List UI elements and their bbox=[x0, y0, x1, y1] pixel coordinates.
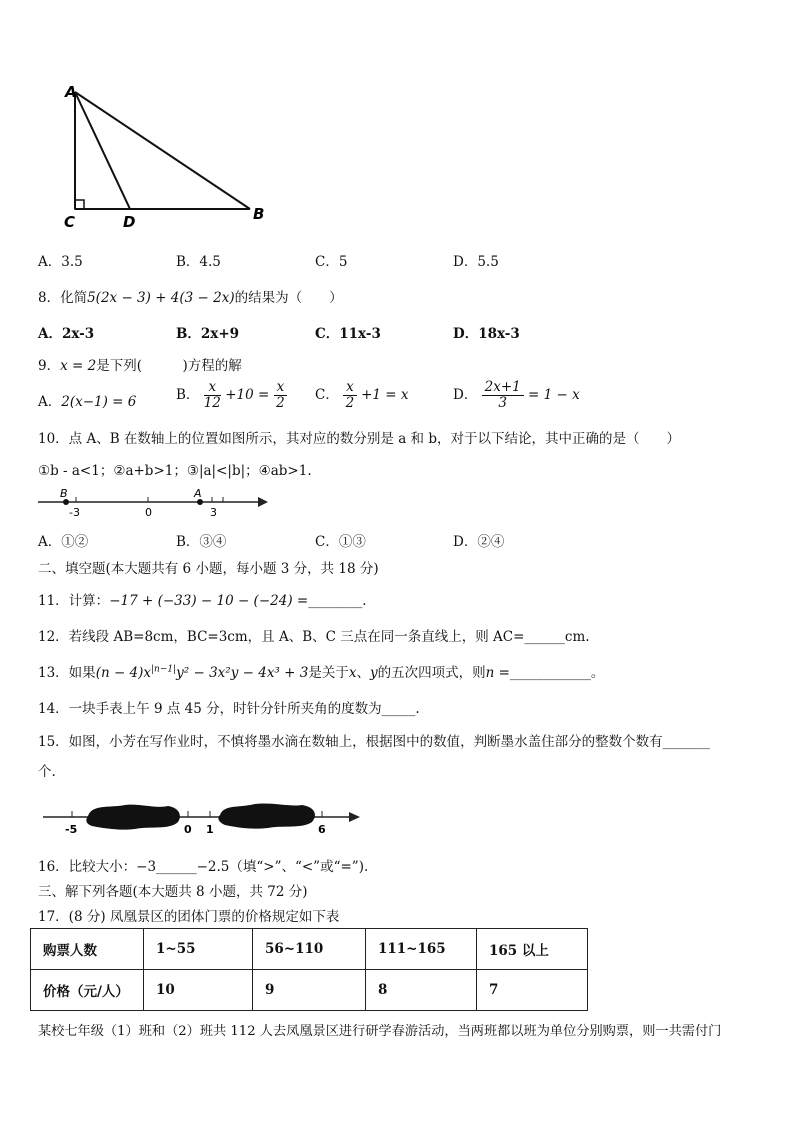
q17-tail: 某校七年级（1）班和（2）班共 112 人去凤凰景区进行研学春游活动，当两班都以班为单位分别购票，则一共需付门 bbox=[38, 1024, 722, 1039]
label-a: A bbox=[65, 83, 77, 101]
table-row bbox=[31, 970, 588, 1011]
ink-blot-left bbox=[86, 805, 180, 830]
q7-option-d: D．5.5 bbox=[453, 254, 499, 270]
table-cell: 111~165 bbox=[366, 929, 477, 970]
tick-neg3: -3 bbox=[69, 506, 80, 519]
q14: 14．一块手表上午 9 点 45 分，时针分针所夹角的度数为_____. bbox=[38, 701, 420, 717]
point-a: A bbox=[194, 487, 202, 500]
table-cell: 56~110 bbox=[253, 929, 366, 970]
section-2-title: 二、填空题(本大题共有 6 小题，每小题 3 分，共 18 分) bbox=[38, 561, 379, 577]
tick-1: 1 bbox=[206, 823, 214, 836]
table-cell: 165 以上 bbox=[477, 929, 588, 970]
q15-ink-number-line bbox=[40, 800, 365, 840]
table-cell: 价格（元/人） bbox=[31, 970, 144, 1011]
table-cell: 1~55 bbox=[144, 929, 253, 970]
q17-stem: 17．(8 分) 凤凰景区的团体门票的价格规定如下表 bbox=[38, 909, 340, 925]
ink-blot-right bbox=[218, 804, 315, 829]
q10-conclusions: ①b - a<1；②a+b>1；③|a|<|b|；④ab>1. bbox=[38, 463, 312, 479]
triangle-figure bbox=[55, 82, 275, 232]
point-b: B bbox=[60, 487, 68, 500]
q12: 12．若线段 AB=8cm，BC=3cm，且 A、B、C 三点在同一条直线上，则 AC=______cm. bbox=[38, 629, 590, 645]
label-d: D bbox=[123, 213, 136, 231]
table-cell: 8 bbox=[366, 970, 477, 1011]
table-cell: 10 bbox=[144, 970, 253, 1011]
q9-option-a: A．2(x−1) = 6 bbox=[38, 394, 137, 410]
q16: 16．比较大小：−3______−2.5（填“>”、“<”或“=”). bbox=[38, 859, 369, 875]
q8-option-c: C．11x-3 bbox=[315, 326, 381, 342]
q8-stem: 8．化简5(2x − 3) + 4(3 − 2x)的结果为（ ） bbox=[38, 290, 343, 306]
q7-option-b: B．4.5 bbox=[176, 254, 221, 270]
tick-0: 0 bbox=[184, 823, 192, 836]
tick-3: 3 bbox=[210, 506, 217, 519]
section-3-title: 三、解下列各题(本大题共 8 小题，共 72 分) bbox=[38, 884, 308, 900]
label-b: B bbox=[253, 205, 265, 223]
q7-option-c: C．5 bbox=[315, 254, 348, 270]
q15-line2: 个. bbox=[38, 764, 56, 780]
tick-neg5: -5 bbox=[65, 823, 78, 836]
q8-option-b: B．2x+9 bbox=[176, 326, 240, 342]
q9-option-b: B． $\frac{x}{12}$ +10 = $\frac{x}{2}$ bbox=[176, 380, 287, 411]
tick-0: 0 bbox=[145, 506, 152, 519]
table-cell: 9 bbox=[253, 970, 366, 1011]
q8-option-d: D．18x-3 bbox=[453, 326, 520, 342]
q9-option-d: D． $\frac{2x+1}{3}$ = 1 − x bbox=[453, 379, 580, 411]
q15-line1: 15．如图，小芳在写作业时，不慎将墨水滴在数轴上，根据图中的数值，判断墨水盖住部分的整数个数有_______ bbox=[38, 734, 710, 750]
q10-number-line bbox=[36, 486, 272, 520]
label-c: C bbox=[64, 213, 76, 231]
price-table bbox=[30, 928, 588, 1011]
q13: 13．如果$(n - 4)x^{|n-1|}y^2 - 3x^2y - 4x^3 + 3$是关于x、y的五次四项式，则n =____________。 bbox=[38, 664, 605, 681]
q10-option-c: C．①③ bbox=[315, 534, 366, 550]
q9-option-c: C． $\frac{x}{2}$ +1 = x bbox=[315, 379, 409, 411]
q10-option-d: D．②④ bbox=[453, 534, 505, 550]
table-cell: 购票人数 bbox=[31, 929, 144, 970]
q7-option-a: A．3.5 bbox=[38, 254, 83, 270]
q8-option-a: A．2x-3 bbox=[38, 326, 95, 342]
q10-option-b: B．③④ bbox=[176, 534, 227, 550]
q10-stem: 10．点 A、B 在数轴上的位置如图所示，其对应的数分别是 a 和 b，对于以下结论，其中正确的是（ ） bbox=[38, 431, 680, 447]
q10-option-a: A．①② bbox=[38, 534, 89, 550]
q9-stem: 9．x = 2是下列( )方程的解 bbox=[38, 358, 242, 374]
tick-6: 6 bbox=[318, 823, 326, 836]
q11: 11．计算：−17 + (−33) − 10 − (−24) =________. bbox=[38, 593, 367, 609]
table-row bbox=[31, 929, 588, 970]
table-cell: 7 bbox=[477, 970, 588, 1011]
